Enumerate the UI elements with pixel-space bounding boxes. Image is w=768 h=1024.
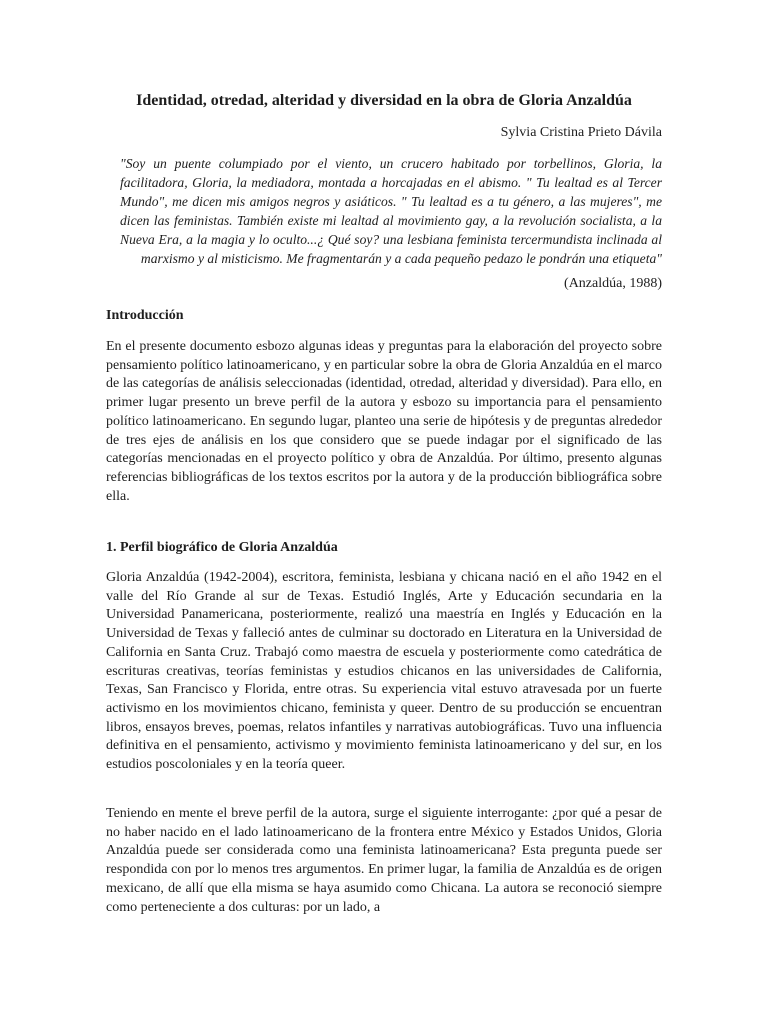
- document-title: Identidad, otredad, alteridad y diversidad en la obra de Gloria Anzaldúa: [136, 92, 632, 109]
- introduction-heading: Introducción: [106, 308, 184, 323]
- section-1-heading: 1. Perfil biográfico de Gloria Anzaldúa: [106, 540, 338, 555]
- section-1-paragraph-2: Teniendo en mente el breve perfil de la autora, surge el siguiente interrogante: ¿por qué a pesar de no haber nacido en el lado latinoamericano de la frontera entre México y Estados Unidos, Gloria Anzaldúa puede ser considerada como una feminista latinoamericana? Esta pregunta puede ser respondida con por lo menos tres argumentos. En primer lugar, la familia de Anzaldúa es de origen mexicano, de allí que ella misma se haya asumido como Chicana. La autora se reconoció siempre como perteneciente a dos culturas: por un lado, a: [106, 806, 662, 915]
- section-1-paragraph-1: Gloria Anzaldúa (1942-2004), escritora, feminista, lesbiana y chicana nació en el año 1942 en el valle del Río Grande al sur de Texas. Estudió Inglés, Arte y Educación secundaria en la Universidad Panamericana, posteriormente, realizó una maestría en Inglés y Educación en la Universidad de Texas y falleció antes de culminar su doctorado en Literatura en la Universidad de California en Santa Cruz. Trabajó como maestra de escuela y posteriormente como catedrática de escrituras creativas, teorías feministas y estudios chicanos en las universidades de California, Texas, San Francisco y Florida, entre otras. Su experiencia vital estuvo atravesada por un fuerte activismo en los movimientos chicano, feminista y queer. Dentro de su producción se encuentran libros, ensayos breves, poemas, relatos infantiles y narrativas autobiográficas. Tuvo una influencia definitiva en el pensamiento, activismo y movimiento feminista latinoamericano y del sur, en los estudios poscoloniales y en la teoría queer.: [106, 570, 662, 773]
- author-name: Sylvia Cristina Prieto Dávila: [500, 125, 662, 140]
- epigraph-quote: "Soy un puente columpiado por el viento, un crucero habitado por torbellinos, Gloria, la facilitadora, Gloria, la mediadora, montada a horcajadas en el abismo. " Tu lealtad es al Tercer Mundo", me dicen mis amigos negros y asiáticos. " Tu lealtad es a tu género, a las mujeres", me dicen las feministas. También existe mi lealtad al movimiento gay, a la revolución socialista, a la Nueva Era, a la magia y lo oculto...¿ Qué soy? una lesbiana feminista tercermundista inclinada al marxismo y al misticismo. Me fragmentarán y a cada pequeño pedazo le pondrán una etiqueta": [120, 156, 662, 266]
- epigraph-citation: (Anzaldúa, 1988): [564, 276, 662, 291]
- introduction-paragraph: En el presente documento esbozo algunas ideas y preguntas para la elaboración del proyecto sobre pensamiento político latinoamericano, y en particular sobre la obra de Gloria Anzaldúa en el marco de las categorías de análisis seleccionadas (identidad, otredad, alteridad y diversidad). Para ello, en primer lugar presento un breve perfil de la autora y esbozo su importancia para el pensamiento político latinoamericano. En segundo lugar, planteo una serie de hipótesis y de preguntas alrededor de tres ejes de análisis en los que considero que se puede indagar por el significado de las categorías mencionadas en el proyecto político y obra de Anzaldúa. Por último, presento algunas referencias bibliográficas de los textos escritos por la autora y de la producción bibliográfica sobre ella.: [106, 339, 662, 504]
